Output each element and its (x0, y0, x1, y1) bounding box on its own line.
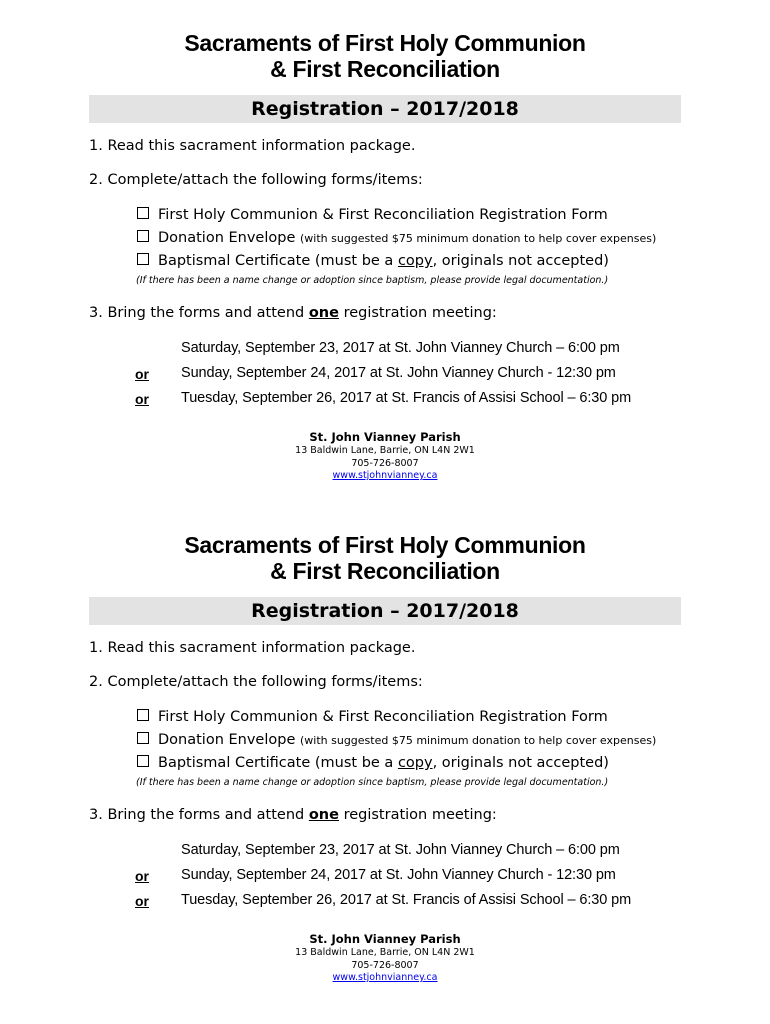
parish-address: 13 Baldwin Lane, Barrie, ON L4N 2W1 (295, 445, 475, 456)
meeting-option-2: Sunday, September 24, 2017 at St. John Vianney Church - 12:30 pm (181, 365, 616, 381)
checklist-item-registration-form (137, 709, 608, 725)
donation-note: (with suggested $75 minimum donation to help cover expenses) (299, 734, 657, 747)
meeting-option-2: Sunday, September 24, 2017 at St. John Vianney Church - 12:30 pm (181, 867, 616, 883)
parish-phone: 705-726-8007 (351, 960, 419, 971)
checkbox-icon (137, 207, 149, 219)
checkbox-icon (137, 755, 149, 767)
step-1: 1. Read this sacrament information package. (89, 138, 416, 154)
step-1: 1. Read this sacrament information package. (89, 640, 416, 656)
checkbox-icon (137, 230, 149, 242)
page-subtitle: & First Reconciliation (270, 558, 500, 584)
step-3-pre: 3. Bring the forms and attend (89, 807, 309, 823)
step-3-post: registration meeting: (338, 807, 497, 823)
checkbox-icon (137, 732, 149, 744)
checklist-label-post: , originals not accepted) (432, 253, 609, 269)
checklist-item-donation-envelope (137, 732, 656, 748)
meeting-option-1: Saturday, September 23, 2017 at St. John Vianney Church – 6:00 pm (181, 842, 620, 858)
meeting-option-1: Saturday, September 23, 2017 at St. John Vianney Church – 6:00 pm (181, 340, 620, 356)
step-3-post: registration meeting: (338, 305, 497, 321)
checklist-label-post: , originals not accepted) (432, 755, 609, 771)
checklist-item-baptismal-certificate (137, 253, 609, 269)
meeting-option-3: Tuesday, September 26, 2017 at St. Francis of Assisi School – 6:30 pm (181, 892, 632, 908)
donation-note: (with suggested $75 minimum donation to help cover expenses) (299, 232, 657, 245)
checklist-label-copy: copy (397, 755, 433, 771)
name-change-note: (If there has been a name change or adoption since baptism, please provide legal documentation.) (136, 777, 609, 788)
checklist-item-baptismal-certificate (137, 755, 609, 771)
page-subtitle: & First Reconciliation (270, 56, 500, 82)
registration-banner (89, 95, 681, 123)
parish-phone: 705-726-8007 (351, 458, 419, 469)
checklist-item-donation-envelope (137, 230, 656, 246)
registration-heading: Registration – 2017/2018 (251, 98, 519, 120)
checklist-label-pre: Baptismal Certificate (must be a (158, 755, 398, 771)
step-2: 2. Complete/attach the following forms/items: (89, 674, 423, 690)
page-title: Sacraments of First Holy Communion (184, 532, 586, 558)
checklist-item-registration-form (137, 207, 608, 223)
or-label: or (135, 366, 149, 382)
or-label: or (135, 868, 149, 884)
step-2: 2. Complete/attach the following forms/items: (89, 172, 423, 188)
name-change-note: (If there has been a name change or adoption since baptism, please provide legal documentation.) (136, 275, 609, 286)
step-3-emphasis: one (308, 305, 339, 321)
step-3-emphasis: one (308, 807, 339, 823)
parish-name: St. John Vianney Parish (309, 430, 461, 444)
parish-address: 13 Baldwin Lane, Barrie, ON L4N 2W1 (295, 947, 475, 958)
checklist-label-pre: Baptismal Certificate (must be a (158, 253, 398, 269)
or-label: or (135, 391, 149, 407)
checklist-label: First Holy Communion & First Reconciliation Registration Form (158, 207, 608, 223)
checkbox-icon (137, 253, 149, 265)
page-title: Sacraments of First Holy Communion (184, 30, 586, 56)
step-3 (89, 807, 497, 823)
parish-name: St. John Vianney Parish (309, 932, 461, 946)
step-3 (89, 305, 497, 321)
checklist-label: Donation Envelope (158, 732, 296, 748)
or-label: or (135, 893, 149, 909)
registration-banner (89, 597, 681, 625)
parish-website-link[interactable]: www.stjohnvianney.ca (332, 972, 438, 983)
step-3-pre: 3. Bring the forms and attend (89, 305, 309, 321)
checklist-label: Donation Envelope (158, 230, 296, 246)
checklist-label-copy: copy (397, 253, 433, 269)
checkbox-icon (137, 709, 149, 721)
checklist-label: First Holy Communion & First Reconciliation Registration Form (158, 709, 608, 725)
parish-website-link[interactable]: www.stjohnvianney.ca (332, 470, 438, 481)
registration-heading: Registration – 2017/2018 (251, 600, 519, 622)
meeting-option-3: Tuesday, September 26, 2017 at St. Francis of Assisi School – 6:30 pm (181, 390, 632, 406)
